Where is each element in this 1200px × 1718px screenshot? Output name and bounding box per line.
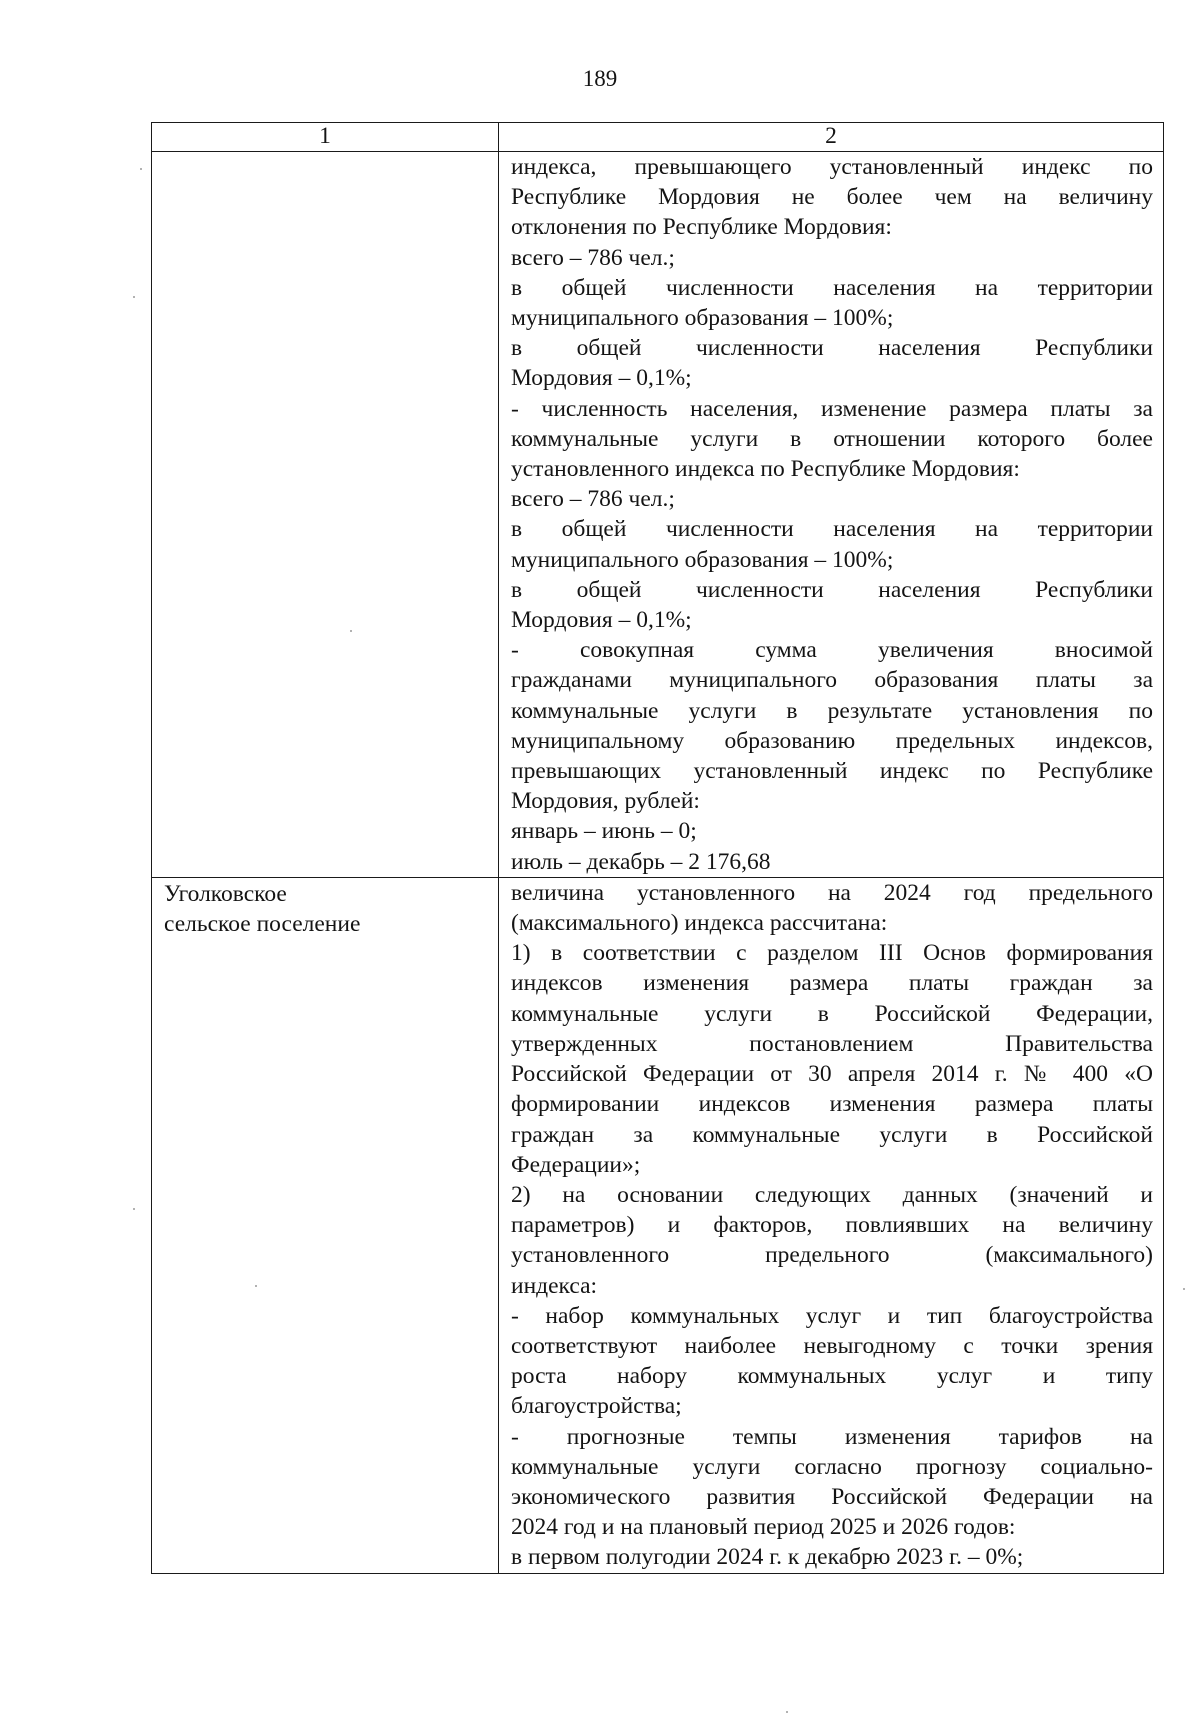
text-line: граждан за коммунальные услуги в Российской [511, 1121, 1153, 1148]
text-line: 2) на основании следующих данных (значений и [511, 1181, 1153, 1208]
text-line: индексов изменения размера платы граждан за [511, 970, 1153, 997]
text-line: Российской Федерации от 30 апреля 2014 г. № 400 «О [511, 1061, 1153, 1088]
text-line: июль – декабрь – 2 176,68 [511, 848, 771, 875]
text-line: (максимального) индекса рассчитана: [511, 910, 888, 937]
text-line: параметров) и факторов, повлиявших на величину [511, 1212, 1153, 1239]
text-line: Республике Мордовия не более чем на величину [511, 184, 1153, 211]
text-line: - набор коммунальных услуг и тип благоустройства [511, 1302, 1153, 1329]
text-line: муниципальному образованию предельных индексов, [511, 727, 1153, 754]
text-line: в общей численности населения на территории [511, 274, 1153, 301]
municipality-name-line: сельское поселение [164, 911, 361, 938]
text-line: коммунальные услуги в Российской Федерации, [511, 1000, 1153, 1027]
text-line: 1) в соответствии с разделом III Основ формирования [511, 940, 1153, 967]
text-line: в общей численности населения Республики [511, 576, 1153, 603]
municipality-cell [152, 877, 499, 1573]
scan-speck [786, 1711, 788, 1713]
text-line: величина установленного на 2024 год предельного [511, 879, 1153, 906]
text-line: роста набору коммунальных услуг и типу [511, 1363, 1153, 1390]
text-line: формировании индексов изменения размера платы [511, 1091, 1153, 1118]
text-line: - численность населения, изменение размера платы за [511, 395, 1153, 422]
scan-speck [255, 1285, 257, 1287]
text-line: в общей численности населения на территории [511, 516, 1153, 543]
scan-speck [350, 630, 352, 632]
scan-speck [1183, 1288, 1185, 1290]
text-line: всего – 786 чел.; [511, 244, 675, 271]
text-line: соответствуют наиболее невыгодному с точки зрения [511, 1332, 1153, 1359]
text-line: январь – июнь – 0; [511, 818, 697, 845]
text-line: установленного индекса по Республике Мордовия: [511, 456, 1020, 483]
description-cell [499, 152, 1164, 878]
document-table [151, 122, 1164, 1574]
municipality-name-line: Уголковское [164, 880, 287, 907]
description-cell [499, 877, 1164, 1573]
table-header-row [152, 123, 1164, 152]
scan-speck [140, 168, 142, 170]
text-line: экономического развития Российской Федерации на [511, 1483, 1153, 1510]
text-line: коммунальные услуги согласно прогнозу социально- [511, 1453, 1153, 1480]
table-row [152, 152, 1164, 878]
text-line: коммунальные услуги в отношении которого более [511, 425, 1153, 452]
text-line: всего – 786 чел.; [511, 486, 675, 513]
text-line: превышающих установленный индекс по Республике [511, 758, 1153, 785]
text-line: - прогнозные темпы изменения тарифов на [511, 1423, 1153, 1450]
text-line: Мордовия – 0,1%; [511, 365, 692, 392]
text-line: 2024 год и на плановый период 2025 и 2026 годов: [511, 1514, 1016, 1541]
text-line: индекса: [511, 1272, 598, 1299]
scan-speck [133, 1208, 135, 1210]
text-line: муниципального образования – 100%; [511, 546, 894, 573]
column-header-2: 2 [499, 123, 1164, 152]
text-line: Мордовия – 0,1%; [511, 607, 692, 634]
text-line: Мордовия, рублей: [511, 788, 700, 815]
column-header-1: 1 [152, 123, 499, 152]
text-line: гражданами муниципального образования платы за [511, 667, 1153, 694]
text-line: индекса, превышающего установленный индекс по [511, 154, 1153, 180]
text-line: Федерации»; [511, 1151, 641, 1178]
text-line: установленного предельного (максимального) [511, 1242, 1153, 1269]
text-line: муниципального образования – 100%; [511, 305, 894, 332]
table-row [152, 877, 1164, 1573]
text-line: отклонения по Республике Мордовия: [511, 214, 892, 241]
text-line: - совокупная сумма увеличения вносимой [511, 637, 1153, 664]
scan-speck [133, 296, 135, 298]
page-number: 189 [582, 66, 618, 91]
text-line: в первом полугодии 2024 г. к декабрю 2023 г. – 0%; [511, 1544, 1024, 1571]
text-line: в общей численности населения Республики [511, 335, 1153, 362]
text-line: утвержденных постановлением Правительства [511, 1030, 1153, 1057]
text-line: благоустройства; [511, 1393, 682, 1420]
municipality-cell [152, 152, 499, 878]
text-line: коммунальные услуги в результате установления по [511, 697, 1153, 724]
